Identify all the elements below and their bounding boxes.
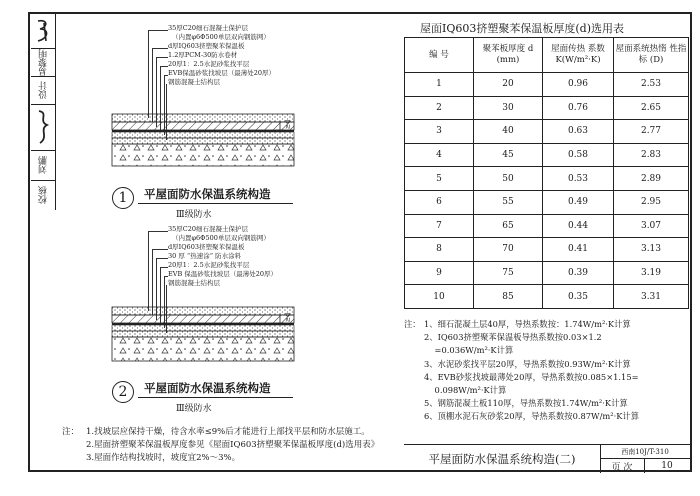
note-line: =0.036W/m²·K计算 (424, 345, 514, 356)
section1-layer-labels (168, 24, 275, 87)
table-cell: 0.39 (543, 261, 614, 285)
layer-label: d厚IQ603挤塑聚苯保温板 (168, 42, 245, 50)
page-notes (62, 426, 379, 465)
table-cell: 2.53 (614, 73, 689, 97)
leader-line (148, 30, 149, 118)
dim-label: ≥d (283, 119, 292, 130)
leader-line (148, 231, 168, 232)
table-row (405, 167, 689, 191)
table-cell: 0.53 (543, 167, 614, 191)
leader-line (156, 258, 168, 259)
section1-subtitle: Ⅲ级防水 (176, 210, 212, 220)
table-cell: 0.35 (543, 285, 614, 309)
table-cell: 5 (405, 167, 474, 191)
table-title: 屋面IQ603挤塑聚苯保温板厚度(d)选用表 (420, 22, 624, 35)
table-cell: 2.77 (614, 120, 689, 144)
note-line: 3、水泥砂浆找平层20厚，导热系数按0.93W/m²·K计算 (424, 358, 631, 369)
layer-label: EVB 保温砂浆找坡层（最薄处20厚） (168, 270, 278, 278)
header-cell: 屋面系统热惰 性指标 (D) (614, 38, 689, 73)
title-underline (138, 203, 293, 204)
page-number: 10 (661, 461, 673, 471)
page-label: 页 次 (600, 459, 645, 473)
table-row (405, 285, 689, 309)
title-underline (138, 397, 293, 398)
note-line: 4、EVB砂浆找坡最薄处20厚，导热系数按0.085×1.15= (424, 371, 639, 382)
section2-layer-drawing (104, 305, 304, 367)
leader-line (164, 276, 168, 277)
detail-number: 1 (118, 190, 128, 206)
table-cell: 3.31 (614, 285, 689, 309)
leader-line (160, 66, 168, 67)
table-cell: 30 (474, 96, 543, 120)
table-row (405, 238, 689, 262)
note-line: 0.098W/m²·K计算 (424, 385, 507, 396)
checker-signature-cell (31, 104, 55, 151)
designer-name-cell (31, 48, 55, 77)
table-cell: 2.89 (614, 167, 689, 191)
table-row (405, 190, 689, 214)
layer-label: （内置φ6Φ500单层双向钢筋网） (172, 234, 270, 242)
table-cell: 85 (474, 285, 543, 309)
note-line: 1、细石混凝土层40厚，导热系数按：1.74W/m²·K计算 (424, 319, 631, 329)
drawing-title: 平屋面防水保温系统构造(二) (404, 445, 601, 473)
table-cell: 4 (405, 143, 474, 167)
layer-label: EVB保温砂浆找坡层（最薄处20厚） (168, 69, 275, 77)
check-label-cell (31, 180, 55, 210)
layer-label: d厚IQ603挤塑聚苯保温板 (168, 243, 245, 251)
title-block (404, 444, 692, 473)
design-label: 设计 (38, 81, 49, 99)
table-cell: 45 (474, 143, 543, 167)
header-cell: 编 号 (405, 38, 474, 73)
table-cell: 2 (405, 96, 474, 120)
note-line: 2.屋面挤塑聚苯保温板厚度参见《屋面IQ603挤塑聚苯保温板厚度(d)选用表》 (86, 440, 380, 450)
header-cell: 聚苯板厚度 d (mm) (474, 38, 543, 73)
header-cell: 屋面传热 系数K(W/m²·K) (543, 38, 614, 73)
table-cell: 0.41 (543, 238, 614, 262)
table-row (405, 143, 689, 167)
detail-number: 2 (118, 384, 128, 400)
table-cell: 0.76 (543, 96, 614, 120)
checker-signature-icon (34, 107, 52, 147)
designer-name: 易黎明 (38, 48, 49, 76)
notes-prefix: 注： (404, 319, 421, 329)
section2-title: 平屋面防水保温系统构造 (144, 381, 271, 395)
note-line: 1.找坡层应保持干燥，待含水率≤9%后才能进行上部找平层和防水层施工。 (86, 427, 370, 437)
table-cell: 10 (405, 285, 474, 309)
table-row (405, 261, 689, 285)
table-cell: 8 (405, 238, 474, 262)
table-cell: 2.83 (614, 143, 689, 167)
table-cell: 3.19 (614, 261, 689, 285)
checker-name: 刘鹏 (38, 156, 49, 174)
table-cell: 3.13 (614, 238, 689, 262)
table-cell: 1 (405, 73, 474, 97)
table-cell: 6 (405, 190, 474, 214)
stamp-cell (31, 14, 55, 49)
table-cell: 3 (405, 120, 474, 144)
section1-title: 平屋面防水保温系统构造 (144, 187, 271, 201)
table-cell: 3.07 (614, 214, 689, 238)
layer-label: 35厚C20细石混凝土保护层 (168, 225, 249, 233)
table-row (405, 73, 689, 97)
leader-line (164, 75, 168, 76)
thickness-table (404, 37, 689, 309)
check-label: 校核 (38, 186, 49, 204)
layer-label: （内置φ6Φ500单层双向钢筋网） (172, 33, 270, 41)
leader-line (152, 249, 168, 250)
leader-line (152, 48, 168, 49)
design-label-cell (31, 76, 55, 105)
leader-line (148, 30, 168, 31)
section2-subtitle: Ⅲ级防水 (176, 404, 212, 414)
layer-label: 钢筋混凝土结构层 (168, 78, 220, 86)
notes-prefix: 注： (62, 427, 80, 437)
table-row (405, 96, 689, 120)
leader-line (152, 48, 153, 122)
table-cell: 50 (474, 167, 543, 191)
table-header-row (405, 38, 689, 73)
table-cell: 9 (405, 261, 474, 285)
layer-label: 20厚1：2.5水泥砂浆找平层 (168, 261, 250, 269)
drawing-number: 西南10J/T-310 (600, 445, 690, 459)
note-line: 5、钢筋混凝土板110厚，导热系数按1.74W/m²·K计算 (424, 398, 628, 409)
detail-number-circle (112, 187, 134, 209)
table-cell: 75 (474, 261, 543, 285)
table-cell: 2.95 (614, 190, 689, 214)
table-cell: 0.63 (543, 120, 614, 144)
table-cell: 70 (474, 238, 543, 262)
layer-label: 30 厚 “热速涂” 防水涂料 (168, 252, 242, 260)
dim-label: ≥d (283, 312, 292, 323)
note-line: 2、IQ603挤塑聚苯保温板导热系数按0.03×1.2 (424, 332, 602, 343)
table-notes (404, 318, 639, 424)
layer-label: 钢筋混凝土结构层 (168, 279, 220, 287)
note-line: 3.屋面作结构找坡时，坡度宜2%～3%。 (86, 453, 241, 463)
note-line: 6、顶棚水泥石灰砂浆20厚，导热系数按0.87W/m²·K计算 (424, 411, 640, 422)
table-cell: 0.44 (543, 214, 614, 238)
layer-label: 20厚1：2.5水泥砂浆找平层 (168, 60, 250, 68)
table-cell: 55 (474, 190, 543, 214)
table-cell: 2.65 (614, 96, 689, 120)
table-cell: 40 (474, 120, 543, 144)
table-row (405, 120, 689, 144)
leader-line (160, 267, 168, 268)
layer-label: 35厚C20细石混凝土保护层 (168, 24, 249, 32)
table-cell: 65 (474, 214, 543, 238)
table-cell: 0.58 (543, 143, 614, 167)
approval-strip (31, 14, 56, 210)
stamp-signature-icon (34, 17, 52, 45)
leader-line (156, 57, 168, 58)
detail-number-circle (112, 381, 134, 403)
leader-line (148, 231, 149, 311)
table-cell: 7 (405, 214, 474, 238)
section2-layer-labels (168, 225, 277, 288)
table-cell: 20 (474, 73, 543, 97)
table-cell: 0.96 (543, 73, 614, 97)
table-cell: 0.49 (543, 190, 614, 214)
section1-layer-drawing (104, 112, 304, 172)
table-row (405, 214, 689, 238)
layer-label: 1.2厚PCM-30防水卷材 (168, 51, 238, 59)
checker-name-cell (31, 150, 55, 181)
